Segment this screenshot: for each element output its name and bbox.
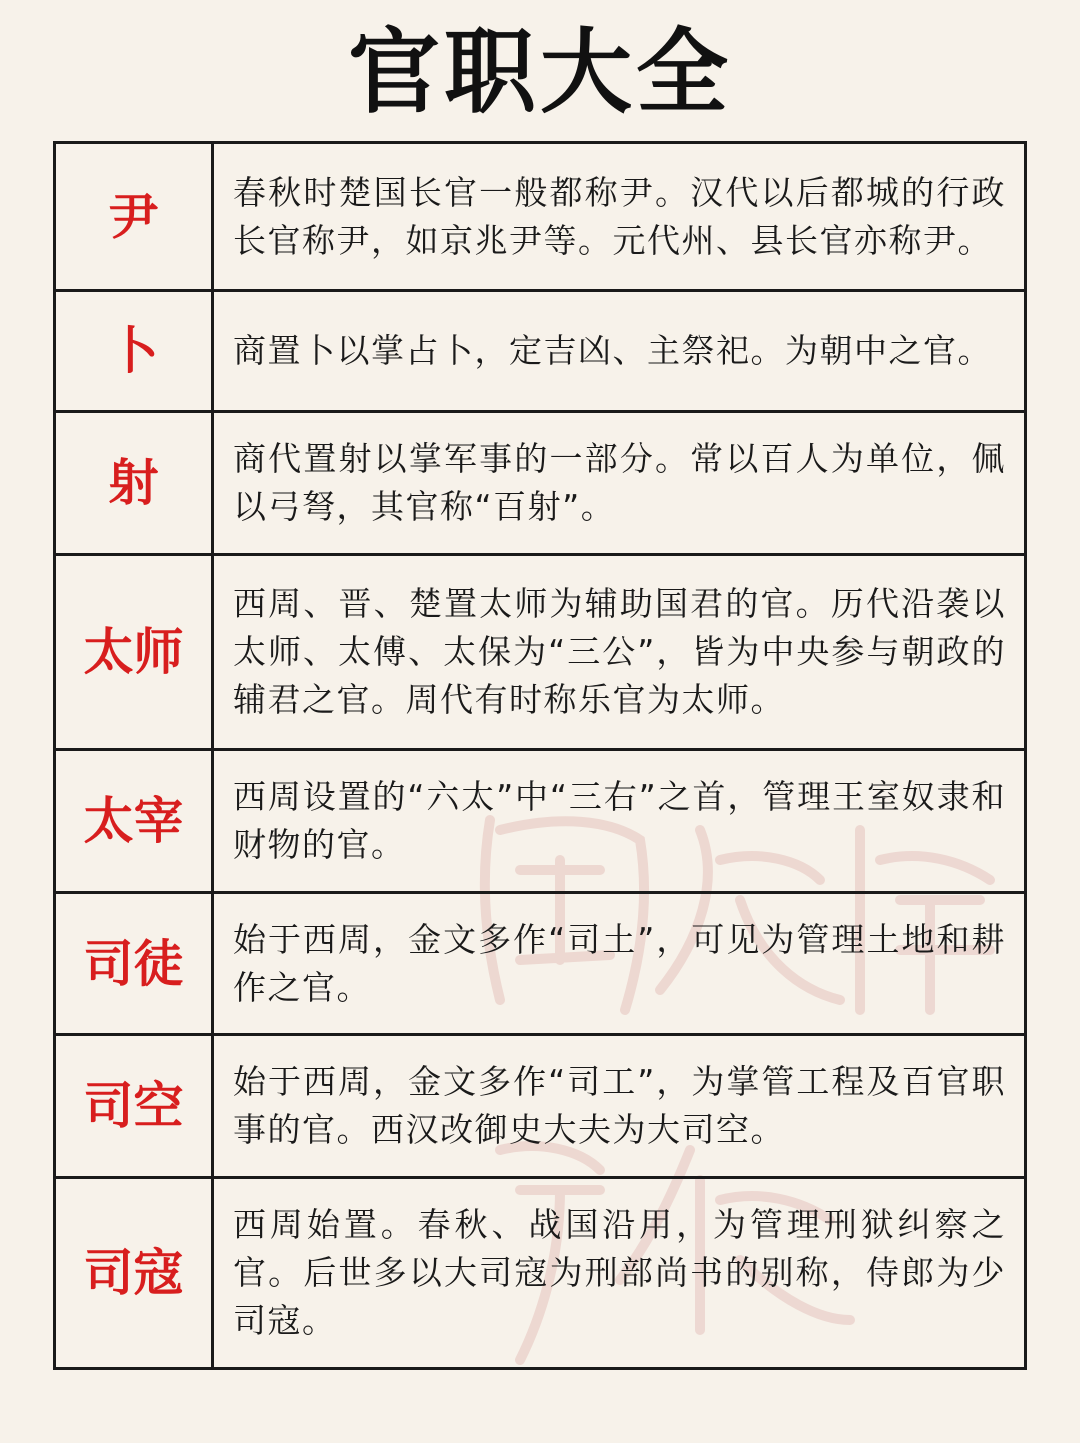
description-cell [214, 1036, 1024, 1176]
term-cell: 司空 [56, 1036, 214, 1176]
description-text: 西周始置。春秋、战国沿用，为管理刑狱纠察之官。后世多以大司寇为刑部尚书的别称，侍郎为少司寇。 [233, 1205, 1006, 1340]
description-cell [214, 144, 1024, 289]
table-row [56, 751, 1024, 894]
term-cell: 尹 [56, 144, 214, 289]
description-cell [214, 894, 1024, 1033]
description-text: 西周、晋、楚置太师为辅助国君的官。历代沿袭以太师、太傅、太保为“三公”，皆为中央参与朝政的辅君之官。周代有时称乐官为太师。 [233, 584, 1006, 719]
term-cell: 射 [56, 413, 214, 553]
term-cell: 卜 [56, 292, 214, 410]
description-text: 春秋时楚国长官一般都称尹。汉代以后都城的行政长官称尹，如京兆尹等。元代州、县长官亦称尹。 [233, 172, 1006, 260]
description-cell [214, 292, 1024, 410]
term-cell: 太师 [56, 556, 214, 748]
description-text: 西周设置的“六太”中“三右”之首，管理王室奴隶和财物的官。 [233, 777, 1006, 864]
term-cell: 司寇 [56, 1179, 214, 1367]
description-cell [214, 556, 1024, 748]
table-row [56, 1036, 1024, 1179]
table-row [56, 413, 1024, 556]
description-cell [214, 413, 1024, 553]
table-row [56, 144, 1024, 292]
description-cell [214, 751, 1024, 891]
description-text: 始于西周，金文多作“司工”，为掌管工程及百官职事的官。西汉改御史大夫为大司空。 [233, 1062, 1006, 1149]
table-row [56, 1179, 1024, 1367]
description-cell [214, 1179, 1024, 1367]
table-row [56, 556, 1024, 751]
term-cell: 司徒 [56, 894, 214, 1033]
page-title: 官职大全 [347, 19, 732, 126]
description-text: 始于西周，金文多作“司土”，可见为管理土地和耕作之官。 [233, 919, 1006, 1007]
table-row [56, 292, 1024, 413]
description-text: 商代置射以掌军事的一部分。常以百人为单位，佩以弓弩，其官称“百射”。 [233, 439, 1006, 526]
description-text: 商置卜以掌占卜，定吉凶、主祭祀。为朝中之官。 [233, 331, 992, 370]
official-titles-table [53, 141, 1027, 1370]
term-cell: 太宰 [56, 751, 214, 891]
table-row [56, 894, 1024, 1036]
